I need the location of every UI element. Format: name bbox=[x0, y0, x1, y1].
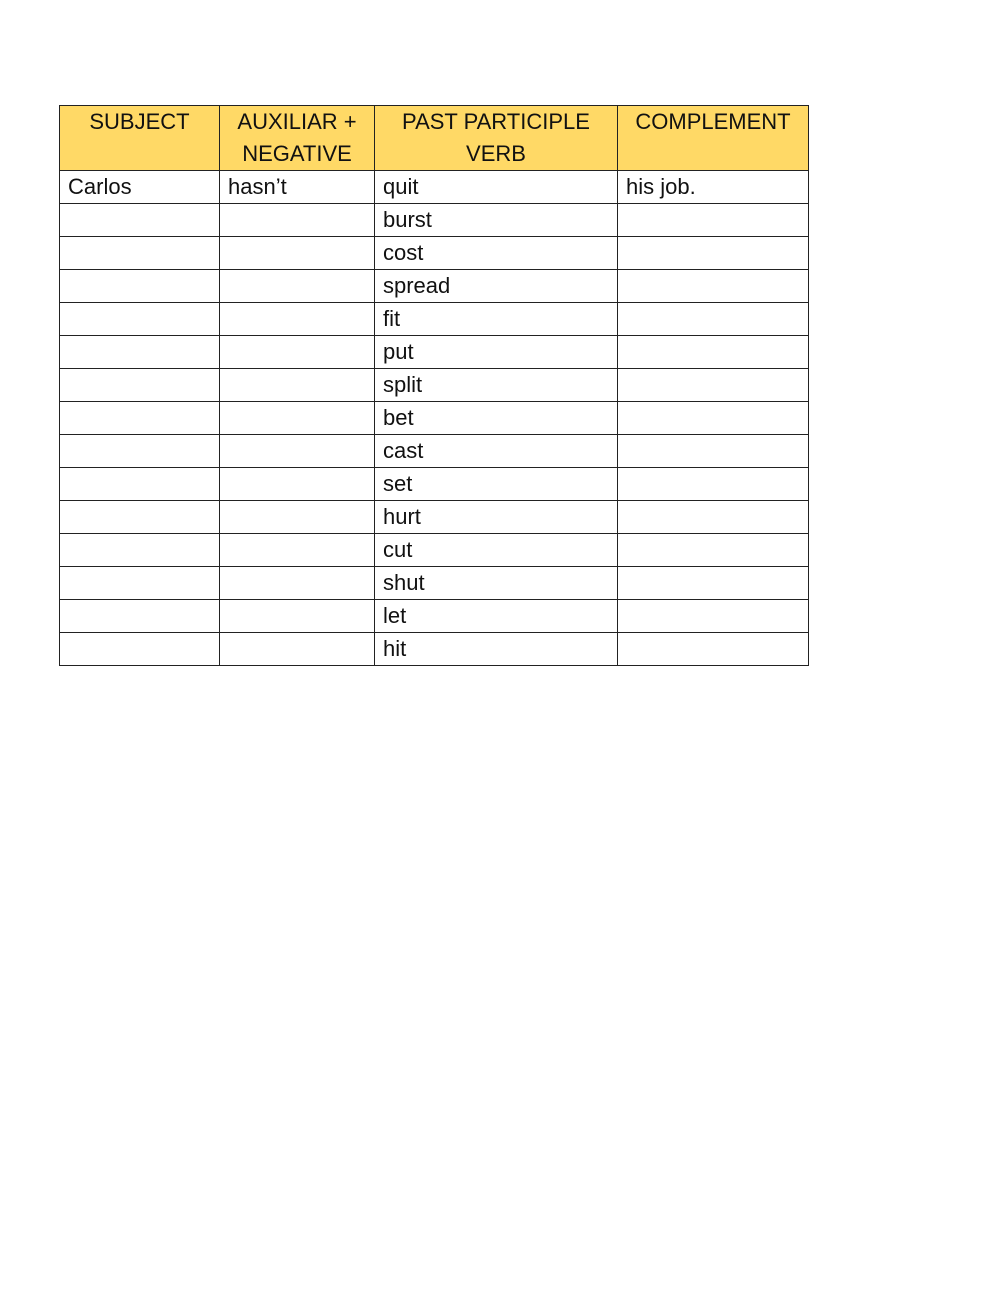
complement-cell bbox=[618, 237, 809, 270]
auxiliar-negative-cell bbox=[220, 435, 375, 468]
table-body bbox=[60, 171, 809, 666]
table-row bbox=[60, 600, 809, 633]
subject-cell bbox=[60, 501, 220, 534]
subject-cell bbox=[60, 633, 220, 666]
subject-cell bbox=[60, 303, 220, 336]
auxiliar-negative-cell bbox=[220, 534, 375, 567]
complement-cell bbox=[618, 501, 809, 534]
past-participle-cell: bet bbox=[375, 402, 618, 435]
auxiliar-negative-cell bbox=[220, 468, 375, 501]
past-participle-cell: fit bbox=[375, 303, 618, 336]
subject-cell bbox=[60, 237, 220, 270]
subject-cell bbox=[60, 600, 220, 633]
past-participle-cell: split bbox=[375, 369, 618, 402]
complement-cell bbox=[618, 435, 809, 468]
auxiliar-negative-cell bbox=[220, 600, 375, 633]
header-row bbox=[60, 106, 809, 171]
complement-cell bbox=[618, 468, 809, 501]
complement-cell bbox=[618, 369, 809, 402]
complement-cell bbox=[618, 600, 809, 633]
past-participle-cell: burst bbox=[375, 204, 618, 237]
auxiliar-negative-cell bbox=[220, 402, 375, 435]
table-row bbox=[60, 633, 809, 666]
table-row bbox=[60, 204, 809, 237]
table-row bbox=[60, 171, 809, 204]
subject-cell bbox=[60, 336, 220, 369]
table-row bbox=[60, 369, 809, 402]
complement-cell bbox=[618, 336, 809, 369]
complement-cell bbox=[618, 534, 809, 567]
auxiliar-negative-cell bbox=[220, 303, 375, 336]
subject-cell bbox=[60, 402, 220, 435]
table-row bbox=[60, 534, 809, 567]
subject-cell bbox=[60, 369, 220, 402]
auxiliar-negative-cell bbox=[220, 336, 375, 369]
past-participle-cell: cut bbox=[375, 534, 618, 567]
auxiliar-negative-cell bbox=[220, 369, 375, 402]
table-row bbox=[60, 501, 809, 534]
complement-cell: his job. bbox=[618, 171, 809, 204]
past-participle-cell: put bbox=[375, 336, 618, 369]
table-row bbox=[60, 237, 809, 270]
complement-cell bbox=[618, 204, 809, 237]
auxiliar-negative-cell bbox=[220, 633, 375, 666]
auxiliar-negative-cell bbox=[220, 204, 375, 237]
table-row bbox=[60, 435, 809, 468]
subject-cell bbox=[60, 534, 220, 567]
past-participle-cell: let bbox=[375, 600, 618, 633]
subject-cell bbox=[60, 468, 220, 501]
past-participle-cell: set bbox=[375, 468, 618, 501]
past-participle-cell: cast bbox=[375, 435, 618, 468]
complement-cell bbox=[618, 402, 809, 435]
past-participle-cell: shut bbox=[375, 567, 618, 600]
auxiliar-negative-cell: hasn’t bbox=[220, 171, 375, 204]
header-auxiliar-negative: AUXILIAR + NEGATIVE bbox=[220, 106, 375, 171]
auxiliar-negative-cell bbox=[220, 237, 375, 270]
table-row bbox=[60, 402, 809, 435]
subject-cell bbox=[60, 204, 220, 237]
table-row bbox=[60, 468, 809, 501]
auxiliar-negative-cell bbox=[220, 270, 375, 303]
table-row bbox=[60, 270, 809, 303]
table-row bbox=[60, 336, 809, 369]
auxiliar-negative-cell bbox=[220, 501, 375, 534]
header-subject: SUBJECT bbox=[60, 106, 220, 171]
subject-cell bbox=[60, 270, 220, 303]
subject-cell: Carlos bbox=[60, 171, 220, 204]
subject-cell bbox=[60, 435, 220, 468]
past-participle-cell: hit bbox=[375, 633, 618, 666]
header-complement: COMPLEMENT bbox=[618, 106, 809, 171]
past-participle-cell: hurt bbox=[375, 501, 618, 534]
subject-cell bbox=[60, 567, 220, 600]
complement-cell bbox=[618, 270, 809, 303]
header-past-participle-verb: PAST PARTICIPLE VERB bbox=[375, 106, 618, 171]
complement-cell bbox=[618, 567, 809, 600]
auxiliar-negative-cell bbox=[220, 567, 375, 600]
past-participle-cell: spread bbox=[375, 270, 618, 303]
past-participle-cell: quit bbox=[375, 171, 618, 204]
past-participle-cell: cost bbox=[375, 237, 618, 270]
table-row bbox=[60, 303, 809, 336]
complement-cell bbox=[618, 633, 809, 666]
complement-cell bbox=[618, 303, 809, 336]
table-row bbox=[60, 567, 809, 600]
verb-table bbox=[59, 105, 809, 666]
